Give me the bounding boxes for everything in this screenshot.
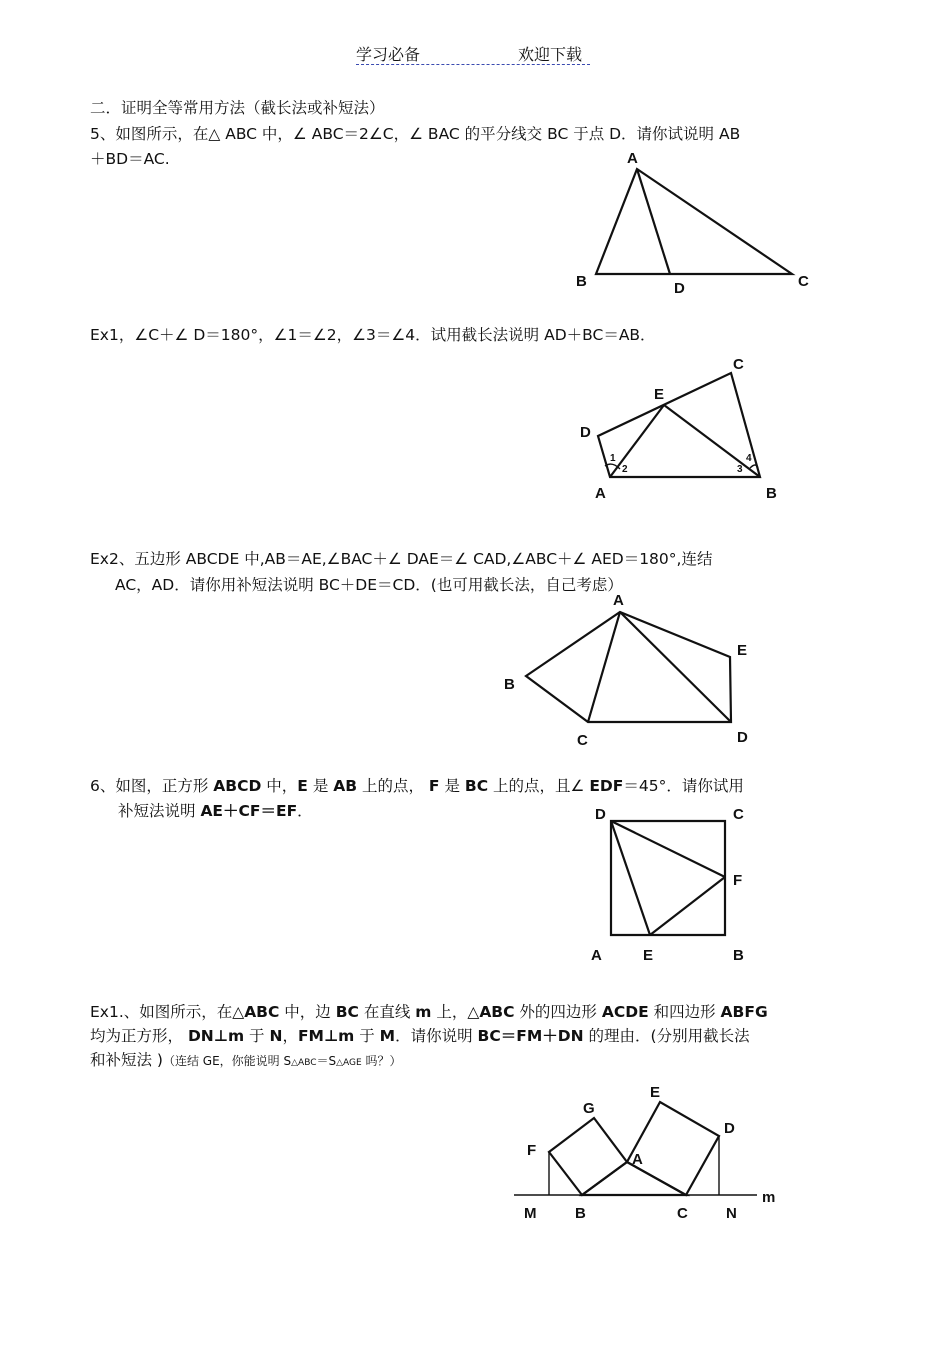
fig3-label-c: C: [577, 732, 588, 749]
fig5-label-c: C: [677, 1205, 688, 1222]
fig2-label-d: D: [580, 424, 591, 441]
fig3-label-b: B: [504, 676, 515, 693]
pentagon-abcde: [526, 612, 731, 722]
square-abcd: [611, 821, 725, 935]
fig5-label-g: G: [583, 1100, 595, 1117]
exercise-2-line-1: Ex2、五边形 ABCDE 中,AB＝AE,∠BAC＋∠ DAE＝∠ CAD,∠ABC＋∠ AED＝180°,连结: [90, 550, 713, 568]
square-abfg: [549, 1118, 627, 1195]
fig2-angle-4: 4: [746, 453, 752, 464]
fig2-angle-1: 1: [610, 453, 616, 464]
fig2-label-b: B: [766, 485, 777, 502]
fig5-label-f: F: [527, 1142, 537, 1159]
fig5-label-b: B: [575, 1205, 586, 1222]
fig1-label-c: C: [798, 273, 809, 290]
fig1-label-a: A: [627, 150, 638, 167]
exercise-1a-line-1: Ex1，∠C＋∠ D＝180°，∠1＝∠2，∠3＝∠4．试用截长法说明 AD＋BC＝AB．: [90, 326, 656, 344]
square-acde: [627, 1102, 719, 1195]
diagonal-ad: [620, 612, 731, 722]
figure-square-abcd: [591, 806, 744, 964]
fig2-label-e: E: [654, 386, 665, 403]
figure-quadrilateral-abcd: [580, 356, 777, 502]
exercise-1b-line-2: 均为正方形， DN⊥m 于 N，FM⊥m 于 M．请你说明 BC＝FM＋DN 的理由．(分别用截长法: [90, 1027, 750, 1045]
fig5-label-d: D: [724, 1120, 735, 1137]
fig5-label-a: A: [632, 1151, 643, 1168]
section-title: 二．证明全等常用方法（截长法或补短法）: [90, 99, 385, 117]
exercise-1b-line-3: 和补短法 )（连结 GE，你能说明 S△ABC＝S△AGE 吗？）: [90, 1051, 402, 1069]
fig5-label-m: M: [524, 1205, 537, 1222]
figure-triangle-abc: [576, 150, 809, 297]
fig3-label-a: A: [613, 592, 624, 609]
exercise-2-line-2: AC，AD．请你用补短法说明 BC＋DE＝CD．(也可用截长法，自己考虑）: [115, 576, 623, 594]
figure-pentagon-abcde: [504, 592, 748, 749]
problem-6-line-2: 补短法说明 AE＋CF＝EF．: [118, 802, 313, 820]
fig2-label-c: C: [733, 356, 744, 373]
fig4-label-f: F: [733, 872, 743, 889]
fig4-label-c: C: [733, 806, 744, 823]
fig2-label-a: A: [595, 485, 606, 502]
fig3-label-d: D: [737, 729, 748, 746]
fig2-angle-2: 2: [622, 464, 628, 475]
segment-ef: [650, 877, 725, 935]
fig2-angle-3: 3: [737, 464, 743, 475]
header-left-text: 学习必备: [356, 45, 421, 64]
problem-5-line-2: ＋BD＝AC.: [90, 150, 170, 168]
bisector-ad: [637, 169, 670, 274]
fig1-label-b: B: [576, 273, 587, 290]
problem-6-line-1: 6、如图，正方形 ABCD 中，E 是 AB 上的点， F 是 BC 上的点，且∠ EDF＝45°．请你试用: [90, 777, 744, 795]
fig1-label-d: D: [674, 280, 685, 297]
fig5-label-e: E: [650, 1084, 661, 1101]
fig4-label-d: D: [595, 806, 606, 823]
segment-be: [664, 405, 760, 477]
fig4-label-e: E: [643, 947, 654, 964]
fig5-label-m-line: m: [762, 1189, 776, 1206]
diagonal-ac: [588, 612, 620, 722]
fig4-label-a: A: [591, 947, 602, 964]
fig3-label-e: E: [737, 642, 748, 659]
problem-5-line-1: 5、如图所示，在△ ABC 中，∠ ABC＝2∠C，∠ BAC 的平分线交 BC 于点 D．请你试说明 AB: [90, 125, 741, 143]
fig5-label-n: N: [726, 1205, 737, 1222]
fig4-label-b: B: [733, 947, 744, 964]
exercise-1b-line-1: Ex1.、如图所示，在△ABC 中，边 BC 在直线 m 上，△ABC 外的四边形 ACDE 和四边形 ABFG: [90, 1003, 768, 1021]
triangle-abc: [596, 169, 792, 274]
header-right-text: 欢迎下载: [518, 45, 583, 64]
figure-two-squares: [514, 1084, 775, 1222]
segment-ae: [610, 405, 664, 477]
